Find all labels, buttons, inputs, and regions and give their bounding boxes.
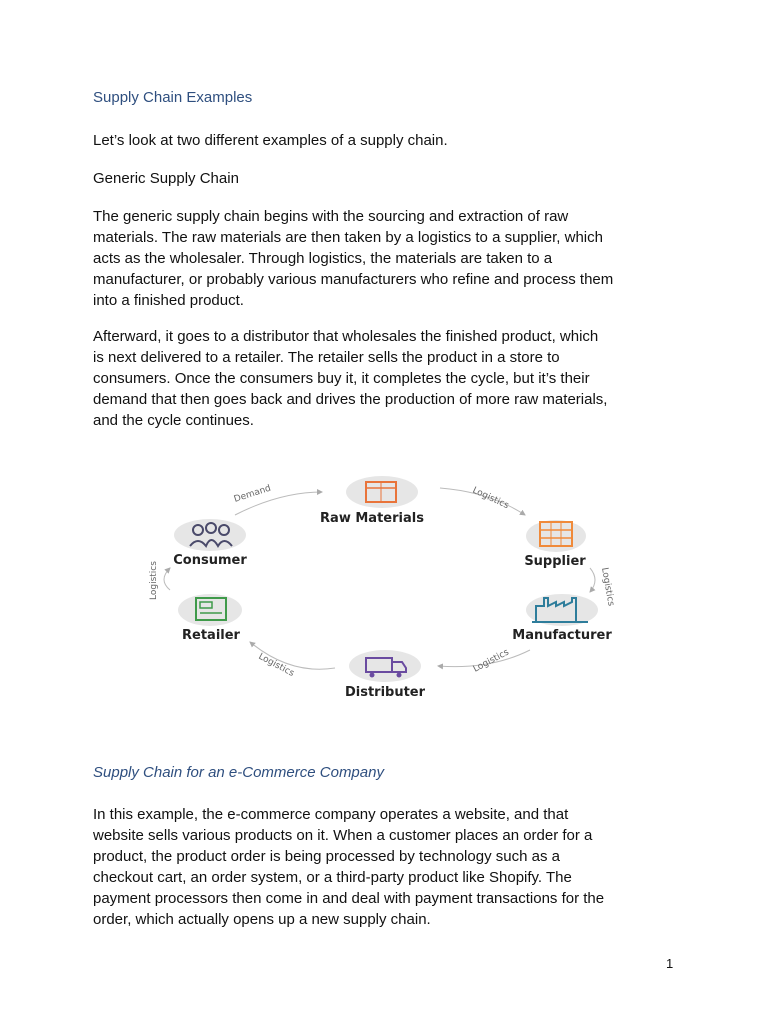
text-line: Afterward, it goes to a distributor that wholesales the finished product, which [93, 328, 599, 345]
node-manufacturer [512, 594, 612, 643]
intro-paragraph: Let’s look at two different examples of a supply chain. [93, 132, 448, 149]
label-raw-materials: Raw Materials [320, 511, 424, 526]
paragraph-generic-1 [93, 206, 683, 311]
label-logistics-1: Logistics [470, 485, 511, 512]
label-supplier: Supplier [524, 554, 586, 569]
paragraph-ecommerce [93, 804, 683, 930]
label-logistics-4: Logistics [256, 651, 296, 679]
node-consumer [173, 519, 247, 568]
ecommerce-heading: Supply Chain for an e-Commerce Company [93, 764, 384, 781]
label-logistics-3: Logistics [471, 647, 511, 675]
text-line: acts as the wholesaler. Through logistics, the materials are taken to a [93, 250, 553, 267]
label-logistics-5: Logistics [149, 561, 159, 600]
label-retailer: Retailer [182, 628, 240, 643]
node-retailer [178, 594, 242, 643]
label-logistics-2: Logistics [599, 566, 616, 607]
label-demand: Demand [232, 483, 273, 505]
supply-chain-diagram [140, 470, 730, 710]
text-line: In this example, the e-commerce company operates a website, and that [93, 806, 569, 823]
node-distributer [345, 650, 426, 700]
generic-subheading: Generic Supply Chain [93, 170, 239, 187]
page-number: 1 [666, 956, 674, 971]
text-line: The generic supply chain begins with the sourcing and extraction of raw [93, 208, 569, 225]
text-line: materials. The raw materials are then taken by a logistics to a supplier, which [93, 229, 603, 246]
text-line: is next delivered to a retailer. The retailer sells the product in a store to [93, 349, 560, 366]
text-line: and the cycle continues. [93, 412, 254, 429]
section-heading: Supply Chain Examples [93, 89, 253, 106]
text-line: into a finished product. [93, 292, 244, 309]
text-line: demand that then goes back and drives the production of more raw materials, [93, 391, 608, 408]
text-line: checkout cart, an order system, or a third-party product like Shopify. The [93, 869, 572, 886]
text-line: manufacturer, or probably various manufacturers who refine and process them [93, 271, 614, 288]
text-line: website sells various products on it. When a customer places an order for a [93, 827, 593, 844]
text-line: product, the product order is being processed by technology such as a [93, 848, 560, 865]
arrow-logistics-2 [590, 568, 595, 592]
label-distributer: Distributer [344, 685, 426, 700]
label-manufacturer: Manufacturer [512, 628, 612, 643]
text-line: order, which actually opens up a new supply chain. [93, 911, 431, 928]
node-raw-materials [320, 476, 424, 526]
supply-chain-cycle [140, 470, 730, 710]
arrow-logistics-5 [164, 568, 170, 590]
label-consumer: Consumer [173, 553, 247, 568]
text-line: payment processors then come in and deal with payment transactions for the [93, 890, 605, 907]
node-supplier [524, 520, 586, 569]
text-line: consumers. Once the consumers buy it, it completes the cycle, but it’s their [93, 370, 590, 387]
paragraph-generic-2 [93, 326, 683, 431]
